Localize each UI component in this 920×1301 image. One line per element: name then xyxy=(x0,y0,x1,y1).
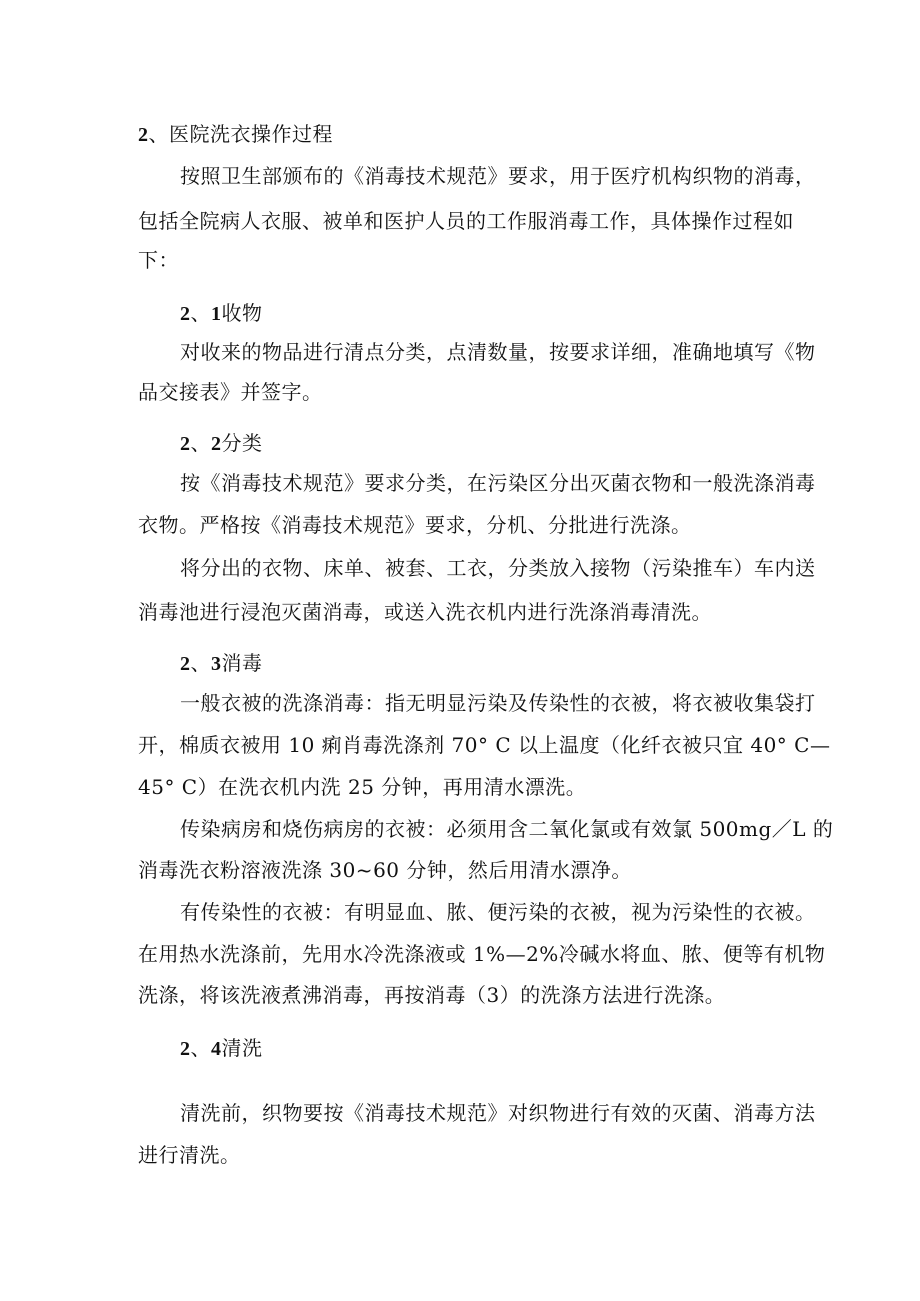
paragraph-line: 开，棉质衣被用 10 痢肖毒洗涤剂 70° C 以上温度（化纤衣被只宜 40° C— xyxy=(138,733,831,757)
paragraph-line: 消毒池进行浸泡灭菌消毒，或送入洗衣机内进行洗涤消毒清洗。 xyxy=(138,600,712,624)
intro-line: 下： xyxy=(138,248,179,272)
subsection-heading-2-4: 2、4清洗 xyxy=(180,1036,263,1060)
section-number: 2 xyxy=(138,124,149,146)
paragraph-line: 消毒洗衣粉溶液洗涤 30~60 分钟，然后用清水漂净。 xyxy=(138,858,632,882)
intro-line: 按照卫生部颁布的《消毒技术规范》要求，用于医疗机构织物的消毒， xyxy=(180,164,816,188)
paragraph-line: 洗涤，将该洗液煮沸消毒，再按消毒（3）的洗涤方法进行洗涤。 xyxy=(138,983,726,1007)
subsection-heading-2-1: 2、1收物 xyxy=(180,301,263,325)
subsection-heading-2-2: 2、2分类 xyxy=(180,431,263,455)
paragraph-line: 在用热水洗涤前，先用水冷洗涤液或 1%—2%冷碱水将血、脓、便等有机物 xyxy=(138,942,826,966)
subsection-heading-2-3: 2、3消毒 xyxy=(180,651,263,675)
section-title-text: 、医院洗衣操作过程 xyxy=(148,122,333,146)
paragraph-line: 45° C）在洗衣机内洗 25 分钟，再用清水漂洗。 xyxy=(138,775,587,799)
paragraph-line: 将分出的衣物、床单、被套、工衣，分类放入接物（污染推车）车内送 xyxy=(180,556,816,580)
paragraph-line: 一般衣被的洗涤消毒：指无明显污染及传染性的衣被，将衣被收集袋打 xyxy=(180,691,816,715)
paragraph-line: 清洗前，织物要按《消毒技术规范》对织物进行有效的灭菌、消毒方法 xyxy=(180,1101,816,1125)
section-title xyxy=(138,119,333,150)
paragraph-line: 品交接表》并签字。 xyxy=(138,380,323,404)
paragraph-line: 有传染性的衣被：有明显血、脓、便污染的衣被，视为污染性的衣被。 xyxy=(180,900,816,924)
paragraph-line: 衣物。严格按《消毒技术规范》要求，分机、分批进行洗涤。 xyxy=(138,513,692,537)
paragraph-line: 进行清洗。 xyxy=(138,1143,241,1167)
paragraph-line: 传染病房和烧伤病房的衣被：必须用含二氧化氯或有效氯 500mg／L 的 xyxy=(180,817,834,841)
paragraph-line: 对收来的物品进行清点分类，点清数量，按要求详细，准确地填写《物 xyxy=(180,340,816,364)
paragraph-line: 按《消毒技术规范》要求分类，在污染区分出灭菌衣物和一般洗涤消毒 xyxy=(180,471,816,495)
intro-line: 包括全院病人衣服、被单和医护人员的工作服消毒工作，具体操作过程如 xyxy=(138,209,794,233)
